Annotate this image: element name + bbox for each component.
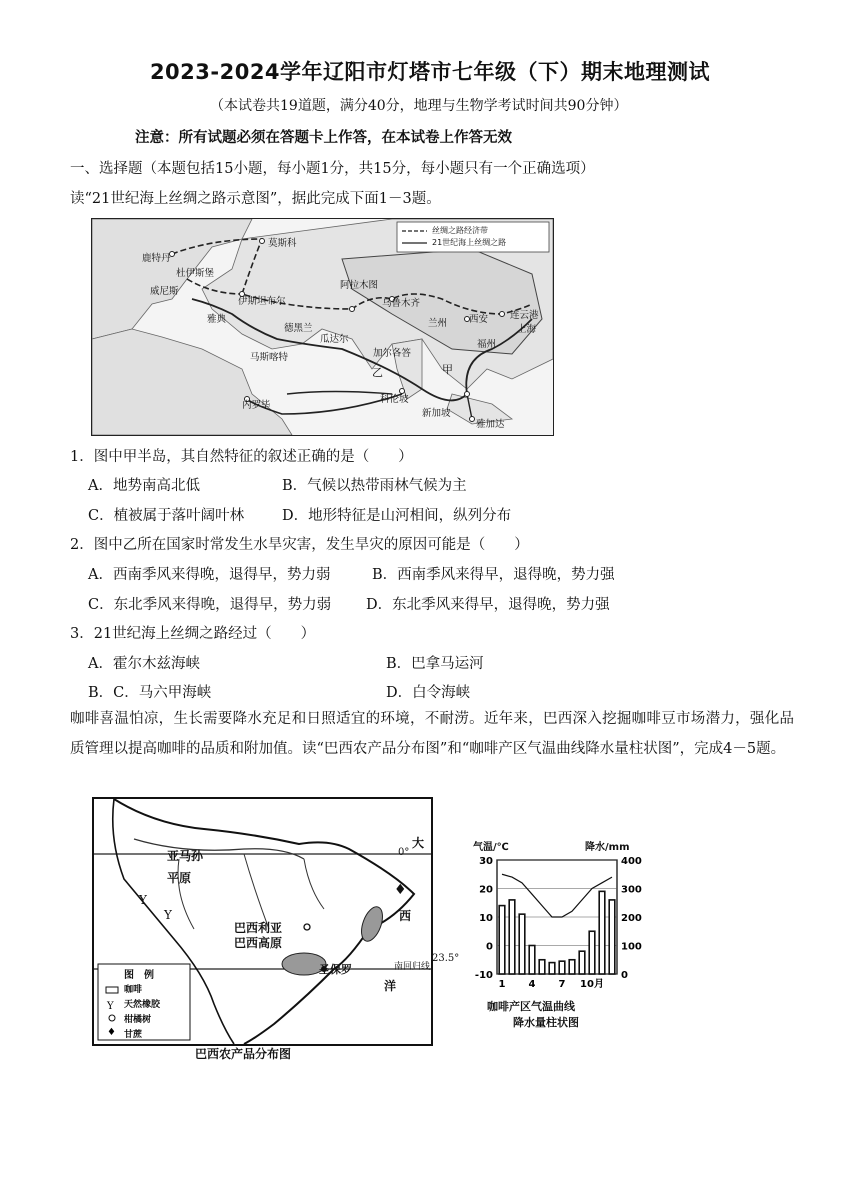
map-label-jakarta: 雅加达: [476, 419, 505, 430]
precip-bar: [539, 960, 545, 974]
brazil-legend-sugarcane: 甘蔗: [124, 1030, 143, 1040]
question-3-option-b[interactable]: B．巴拿马运河: [386, 656, 484, 672]
question-1-option-a[interactable]: A．地势南高北低: [88, 478, 200, 494]
map-label-lianyungang: 连云港: [510, 310, 539, 321]
question-1-stem: 1．图中甲半岛，其自然特征的叙述正确的是（ ）: [70, 449, 413, 465]
map-label-kolkata: 加尔各答: [373, 348, 412, 359]
map-label-muscat: 马斯喀特: [250, 352, 289, 363]
map-label-venice: 威尼斯: [150, 286, 179, 297]
precip-bar: [529, 946, 535, 975]
map-label-istanbul: 伊斯坦布尔: [238, 296, 286, 307]
precip-bar: [579, 951, 585, 974]
section-heading: 一、选择题（本题包括15小题，每小题1分，共15分，每小题只有一个正确选项）: [70, 161, 595, 177]
map-label-urumqi: 乌鲁木齐: [382, 298, 421, 309]
silk-road-map: [91, 218, 554, 436]
svg-text:♦: ♦: [394, 882, 407, 898]
brazil-label-west: 西: [399, 909, 412, 923]
question-1-option-d[interactable]: D．地形特征是山河相间，纵列分布: [282, 508, 512, 524]
chart-x-tick: 4: [528, 979, 536, 990]
map-label-nairobi: 内罗毕: [242, 400, 271, 411]
brazil-legend-citrus: 柑橘树: [124, 1015, 152, 1025]
chart-right-tick: 300: [621, 884, 642, 896]
question-2-option-c[interactable]: C．东北季风来得晚，退得早，势力弱: [88, 597, 332, 613]
map-label-athens: 雅典: [207, 314, 227, 325]
svg-text:♦: ♦: [107, 1027, 116, 1038]
precip-bar: [499, 906, 505, 974]
chart-caption-line-2: 降水量柱状图: [513, 1016, 579, 1029]
map-label-colombo: 科伦坡: [380, 394, 409, 405]
map-label-jia: 甲: [442, 363, 453, 376]
question-3-option-a[interactable]: A．霍尔木兹海峡: [88, 656, 200, 672]
exam-subtitle: （本试卷共19道题，满分40分，地理与生物学考试时间共90分钟）: [210, 98, 628, 114]
brazil-map-caption: 巴西农产品分布图: [195, 1047, 292, 1061]
brazil-legend-title: 图 例: [124, 970, 154, 981]
map-label-rotterdam: 鹿特丹: [142, 253, 171, 264]
question-2-option-d[interactable]: D．东北季风来得早，退得晚，势力强: [366, 597, 610, 613]
question-3-option-d[interactable]: D．白令海峡: [386, 685, 471, 701]
temperature-line: [502, 874, 612, 917]
map-label-fuzhou: 福州: [477, 339, 497, 350]
chart-x-tick: 7: [558, 979, 566, 990]
chart-left-axis-label: 气温/℃: [473, 842, 509, 853]
question-2-stem: 2．图中乙所在国家时常发生水旱灾害，发生旱灾的原因可能是（ ）: [70, 537, 529, 553]
chart-caption-line-1: 咖啡产区气温曲线: [487, 1000, 575, 1013]
brazil-legend-rubber: 天然橡胶: [124, 1000, 161, 1010]
map-label-shanghai: 上海: [517, 324, 537, 335]
chart-x-tick: 10月: [580, 979, 604, 990]
precip-bar: [519, 914, 525, 974]
map-label-tehran: 德黑兰: [284, 323, 313, 334]
map-label-singapore: 新加坡: [422, 408, 451, 419]
svg-text:Y: Y: [107, 1001, 114, 1012]
legend-sea-route: 21世纪海上丝绸之路: [432, 238, 507, 247]
chart-right-tick: 400: [621, 856, 642, 867]
chart-left-tick: -10: [474, 970, 493, 981]
svg-text:Y: Y: [164, 908, 172, 922]
precip-bar: [599, 891, 605, 974]
precip-bar: [549, 963, 555, 974]
question-3-option-c[interactable]: B．C．马六甲海峡: [88, 685, 212, 701]
precip-bar: [609, 900, 615, 974]
chart-left-tick: 10: [479, 913, 493, 924]
brazil-label-amazon: 亚马孙: [167, 849, 204, 863]
chart-right-axis-label: 降水/mm: [585, 842, 630, 853]
brazil-label-saopaulo: 圣保罗: [319, 963, 352, 976]
brazil-label-equator: 0°: [398, 847, 410, 858]
map-label-moscow: 莫斯科: [268, 238, 297, 249]
brazil-label-brasilia: 巴西利亚: [234, 921, 283, 935]
brazil-map: [92, 797, 433, 1046]
precip-bar: [569, 960, 575, 974]
page-title: 2023-2024学年辽阳市灯塔市七年级（下）期末地理测试: [149, 60, 711, 84]
chart-right-tick: 200: [621, 913, 642, 924]
svg-text:Y: Y: [139, 893, 147, 907]
map-label-lanzhou: 兰州: [428, 318, 448, 329]
section-intro: 读“21世纪海上丝绸之路示意图”，据此完成下面1－3题。: [70, 191, 441, 207]
map-label-gwadar: 瓜达尔: [320, 334, 349, 345]
map-label-almaty: 阿拉木图: [340, 280, 379, 291]
question-1-option-b[interactable]: B．气候以热带雨林气候为主: [282, 478, 467, 494]
chart-left-tick: 0: [486, 941, 493, 953]
exam-notice: 注意：所有试题必须在答题卡上作答，在本试卷上作答无效: [135, 129, 512, 146]
question-2-option-b[interactable]: B．西南季风来得早，退得晚，势力强: [372, 567, 615, 583]
map-label-xian: 西安: [469, 314, 489, 325]
chart-left-tick: 20: [479, 884, 493, 896]
precip-bar: [509, 900, 515, 974]
map-label-yi: 乙: [372, 366, 383, 379]
brazil-label-plain: 平原: [167, 871, 192, 885]
coffee-passage: 咖啡喜温怕凉，生长需要降水充足和日照适宜的环境，不耐涝。近年来，巴西深入挖掘咖啡豆市场潜力，强化品质管理以提高咖啡的品质和附加值。读“巴西农产品分布图”和“咖啡产区气温曲线降水量柱状图”，完成4－5题。: [70, 711, 794, 757]
climate-chart: [455, 838, 655, 1033]
question-1-option-c[interactable]: C．植被属于落叶阔叶林: [88, 508, 245, 524]
brazil-label-ocean: 洋: [384, 979, 397, 993]
legend-land-route: 丝绸之路经济带: [432, 226, 488, 235]
brazil-label-highland: 巴西高原: [234, 936, 283, 950]
precip-bar: [559, 961, 565, 974]
brazil-label-big: 大: [412, 836, 425, 850]
question-2-option-a[interactable]: A．西南季风来得晚，退得早，势力弱: [88, 567, 331, 583]
precip-bar: [589, 931, 595, 974]
chart-right-tick: 100: [621, 941, 642, 953]
brazil-tropic-degree: 23.5°: [432, 953, 460, 964]
chart-x-tick: 1: [498, 979, 506, 990]
map-label-duisburg: 杜伊斯堡: [176, 268, 215, 279]
brazil-legend-coffee: 咖啡: [124, 985, 143, 995]
chart-right-tick: 0: [621, 970, 628, 981]
chart-left-tick: 30: [479, 856, 493, 867]
brazil-label-tropic: 南回归线: [394, 962, 431, 972]
question-3-stem: 3．21世纪海上丝绸之路经过（ ）: [70, 626, 316, 642]
